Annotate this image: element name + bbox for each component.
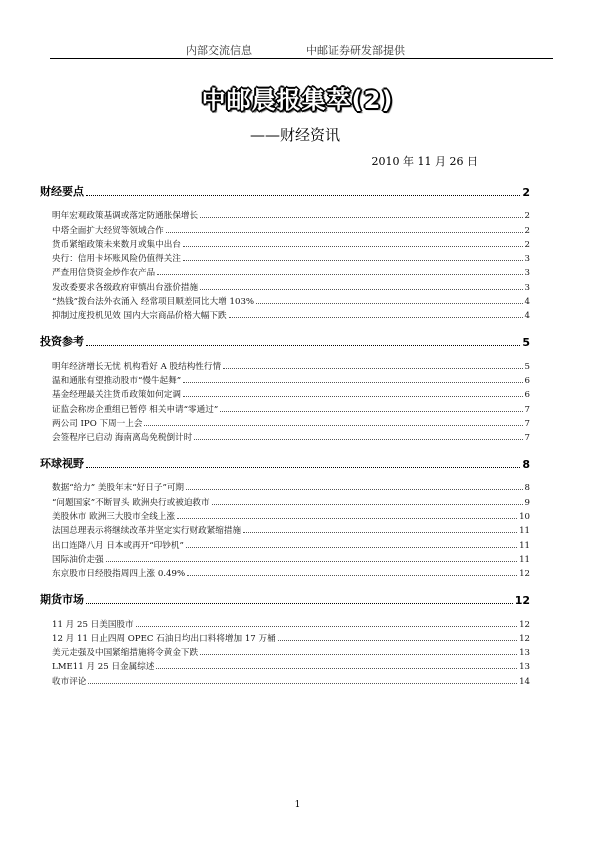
toc-entry[interactable] [40,307,530,321]
toc-section-page: 5 [522,336,530,350]
toc-entry-page: 4 [524,297,530,308]
header-left-text: 内部交流信息 [186,44,252,57]
toc-entry[interactable] [40,644,530,658]
toc-entry[interactable] [40,264,530,278]
toc-entry-label: 基金经理最关注货币政策如何定调 [52,390,181,401]
toc-leader-dots [200,217,522,218]
toc-leader-dots [256,303,522,304]
toc-leader-dots [194,439,522,440]
header-right-text: 中邮证券研发部提供 [306,44,405,57]
toc-entry[interactable] [40,508,530,522]
toc-entry-page: 10 [519,512,530,523]
toc-entry[interactable] [40,522,530,536]
toc-leader-dots [187,575,517,576]
document-subtitle: ——财经资讯 [250,126,341,144]
toc-leader-dots [183,382,522,383]
toc-entry-label: 数据“给力” 美股年末“好日子”可期 [52,483,185,494]
toc-leader-dots [144,425,522,426]
toc-entry-label: 东京股市日经股指周四上涨 0.49% [52,569,186,580]
page-header [50,38,553,59]
toc-entry-page: 3 [524,268,530,279]
toc-section-heading[interactable] [40,589,530,607]
toc-entry-page: 12 [519,569,530,580]
toc-entry-label: 温和通胀有望推动股市“慢牛起舞” [52,375,182,386]
toc-entry[interactable] [40,236,530,250]
toc-leader-dots [229,317,523,318]
toc-leader-dots [86,467,520,468]
toc-entry-label: 中塔全面扩大经贸等领域合作 [52,225,164,236]
toc-section-page: 2 [522,186,530,199]
toc-entry[interactable] [40,658,530,672]
toc-entry-page: 7 [524,433,530,444]
toc-entry-page: 7 [524,418,530,429]
toc-entry-page: 13 [519,648,530,659]
toc-entry-label: 央行：信用卡坏账风险仍值得关注 [52,254,181,265]
toc-entry-label: 12 月 11 日止四周 OPEC 石油日均出口料将增加 17 万桶 [52,633,276,644]
toc-leader-dots [200,654,517,655]
toc-entry[interactable] [40,278,530,292]
toc-entry[interactable] [40,536,530,550]
toc-section-title: 财经要点 [40,185,84,198]
toc-entry-label: 证监会称房企重组已暂停 相关申请“零通过” [52,404,219,415]
toc-leader-dots [186,489,523,490]
toc-leader-dots [157,274,522,275]
toc-entry-label: “热钱”拨台法外衣涌入 经常项目顺差同比大增 103% [52,297,255,308]
toc-entry-label: 法国总理表示将继续改革并坚定实行财政紧缩措施 [52,526,242,537]
toc-entry-label: 会签程序已启动 海南离岛免税倒计时 [52,433,193,444]
toc-entry-page: 11 [519,526,530,537]
toc-section [40,331,530,453]
toc-entry[interactable] [40,493,530,507]
toc-section-heading[interactable] [40,181,530,199]
toc-entry-page: 2 [524,211,530,222]
toc-entry[interactable] [40,630,530,644]
toc-entry-page: 5 [524,361,530,372]
toc-entry[interactable] [40,372,530,386]
toc-section [40,181,530,331]
toc-entry[interactable] [40,551,530,565]
toc-entry-page: 13 [519,662,530,673]
toc-entry-page: 6 [524,390,530,401]
toc-leader-dots [183,396,523,397]
toc-leader-dots [243,532,517,533]
toc-section-title: 投资参考 [40,335,84,349]
toc-leader-dots [86,195,520,196]
toc-entry[interactable] [40,250,530,264]
toc-entry-label: 两公司 IPO 下周一上会 [52,418,143,429]
toc-entry[interactable] [40,221,530,235]
toc-entry-page: 9 [524,497,530,508]
toc-section-title: 环球视野 [40,457,84,471]
toc-leader-dots [183,246,523,247]
toc-leader-dots [166,232,523,233]
toc-entry-label: 11 月 25 日美国股市 [52,619,134,630]
toc-entry[interactable] [40,479,530,493]
toc-leader-dots [88,683,517,684]
toc-section-heading[interactable] [40,453,530,471]
toc-section-page: 12 [514,594,530,608]
toc-entry-page: 12 [519,633,530,644]
toc-entry-page: 4 [524,311,530,322]
table-of-contents [40,181,530,687]
toc-leader-dots [186,547,517,548]
toc-entry-label: 严查用信贷资金炒作农产品 [52,268,156,279]
toc-leader-dots [86,603,513,604]
toc-entry[interactable] [40,357,530,371]
toc-entry[interactable] [40,415,530,429]
toc-entry-label: LME11 月 25 日金属综述 [52,662,155,673]
toc-entry[interactable] [40,615,530,629]
toc-leader-dots [183,260,523,261]
toc-entry-label: 明年宏观政策基调或落定防通胀保增长 [52,211,199,222]
toc-leader-dots [223,368,522,369]
toc-leader-dots [106,561,517,562]
toc-entry-label: 抑制过度投机见效 国内大宗商品价格大幅下跌 [52,311,227,322]
toc-entry-page: 2 [524,225,530,236]
toc-leader-dots [220,411,522,412]
toc-section [40,453,530,589]
document-date: 2010 年 11 月 26 日 [371,155,478,168]
page-number: 1 [294,800,301,810]
toc-entry-label: 明年经济增长无忧 机构看好 A 股结构性行情 [52,361,222,372]
toc-entry[interactable] [40,429,530,443]
toc-entry[interactable] [40,293,530,307]
toc-section-heading[interactable] [40,331,530,349]
toc-leader-dots [136,626,517,627]
toc-entry-page: 3 [524,282,530,293]
toc-entry-page: 7 [524,404,530,415]
toc-entry-page: 3 [524,254,530,265]
toc-entry-label: “问题国家”不断冒头 欧洲央行或被迫救市 [52,497,210,508]
document-title: 中邮晨报集萃(2) [201,86,394,114]
toc-leader-dots [212,504,523,505]
toc-entry[interactable] [40,565,530,579]
toc-entry[interactable] [40,672,530,686]
toc-section-title: 期货市场 [40,593,84,607]
toc-entry-label: 国际油价走强 [52,554,104,565]
toc-entry-label: 美元走强及中国紧缩措施将令黄金下跌 [52,648,199,659]
toc-leader-dots [156,668,517,669]
toc-entry-label: 出口连降八月 日本或再开“印钞机” [52,540,184,551]
toc-leader-dots [278,640,517,641]
toc-entry-page: 11 [519,554,530,565]
toc-leader-dots [86,345,520,346]
toc-entry-label: 发改委要求各级政府审慎出台涨价措施 [52,282,199,293]
toc-entry-page: 12 [519,619,530,630]
toc-section [40,589,530,686]
toc-section-page: 8 [522,458,530,472]
toc-entry[interactable] [40,207,530,221]
toc-entry-page: 8 [524,483,530,494]
toc-entry-page: 6 [524,375,530,386]
toc-leader-dots [200,289,522,290]
toc-entry-label: 美股休市 欧洲三大股市全线上涨 [52,512,176,523]
toc-leader-dots [177,518,517,519]
toc-entry-label: 货币紧缩政策未来数月或集中出台 [52,239,181,250]
toc-entry-page: 14 [519,676,530,687]
toc-entry[interactable] [40,386,530,400]
toc-entry-page: 11 [519,540,530,551]
toc-entry-label: 收市评论 [52,676,87,687]
toc-entry-page: 2 [524,239,530,250]
toc-entry[interactable] [40,400,530,414]
